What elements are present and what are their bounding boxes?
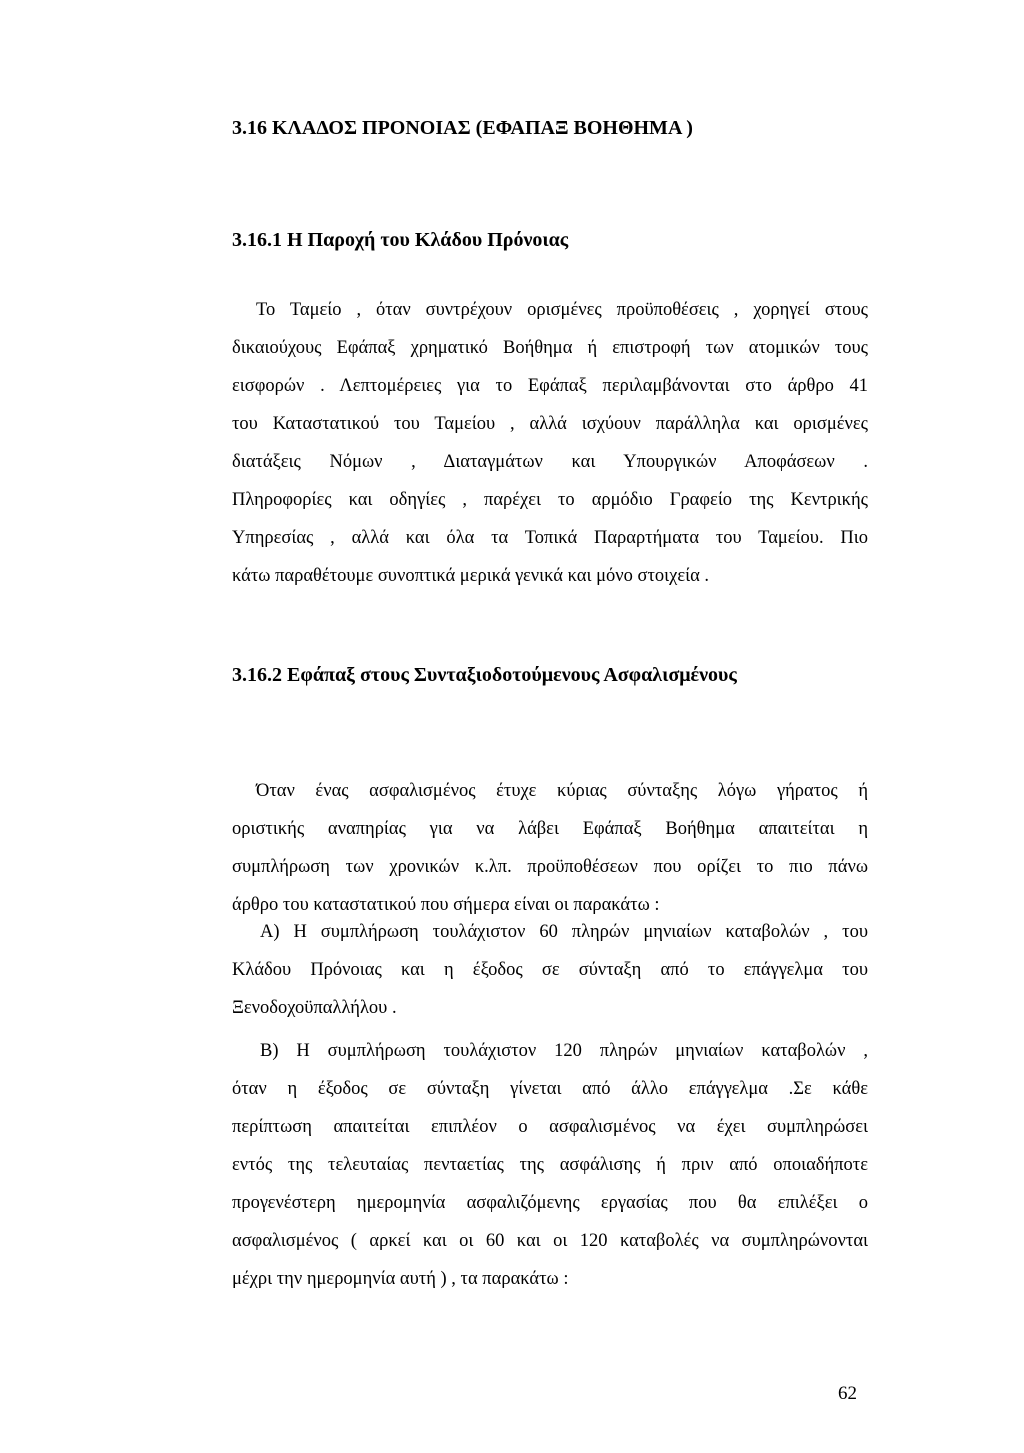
paragraph-line: συμπλήρωση των χρονικών κ.λπ. προϋποθέσεων που ορίζει το πιο πάνω	[232, 857, 868, 877]
page-number: 62	[838, 1383, 857, 1404]
paragraph-line: διατάξεις Νόμων , Διαταγμάτων και Υπουργικών Αποφάσεων .	[232, 452, 868, 472]
paragraph-line: προγενέστερη ημερομηνία ασφαλιζόμενης εργασίας που θα επιλέξει ο	[232, 1193, 868, 1213]
paragraph-line: άρθρο του καταστατικού που σήμερα είναι οι παρακάτω :	[232, 895, 660, 915]
paragraph-line: Ξενοδοχοϋπαλλήλου .	[232, 998, 397, 1018]
paragraph-line: εισφορών . Λεπτομέρειες για το Εφάπαξ περιλαμβάνονται στο άρθρο 41	[232, 376, 868, 396]
paragraph-line: ασφαλισμένος ( αρκεί και οι 60 και οι 120 καταβολές να συμπληρώνονται	[232, 1231, 868, 1251]
paragraph-line: του Καταστατικού του Ταμείου , αλλά ισχύουν παράλληλα και ορισμένες	[232, 414, 868, 434]
paragraph-line: δικαιούχους Εφάπαξ χρηματικό Βοήθημα ή επιστροφή των ατομικών τους	[232, 338, 868, 358]
paragraph-pensioners	[232, 772, 868, 924]
paragraph-line: κάτω παραθέτουμε συνοπτικά μερικά γενικά και μόνο στοιχεία .	[232, 566, 710, 586]
paragraph-line: οριστικής αναπηρίας για να λάβει Εφάπαξ Βοήθημα απαιτείται η	[232, 819, 868, 839]
paragraph-line: Υπηρεσίας , αλλά και όλα τα Τοπικά Παραρτήματα του Ταμείου. Πιο	[232, 528, 868, 548]
paragraph-line: μέχρι την ημερομηνία αυτή ) , τα παρακάτω :	[232, 1269, 569, 1289]
paragraph-line: περίπτωση απαιτείται επιπλέον ο ασφαλισμένος να έχει συμπληρώσει	[232, 1117, 868, 1137]
paragraph-line: Όταν ένας ασφαλισμένος έτυχε κύριας σύνταξης λόγω γήρατος ή	[256, 781, 868, 801]
subsection-heading-2: 3.16.2 Εφάπαξ στους Συνταξιοδοτούμενους Ασφαλισμένους	[232, 664, 737, 686]
paragraph-provision-fund	[232, 291, 868, 595]
section-heading: 3.16 ΚΛΑΔΟΣ ΠΡΟΝΟΙΑΣ (ΕΦΑΠΑΞ ΒΟΗΘΗΜΑ )	[232, 117, 693, 139]
paragraph-condition-a	[232, 913, 868, 1027]
paragraph-line: Πληροφορίες και οδηγίες , παρέχει το αρμόδιο Γραφείο της Κεντρικής	[232, 490, 868, 510]
paragraph-line: όταν η έξοδος σε σύνταξη γίνεται από άλλο επάγγελμα .Σε κάθε	[232, 1079, 868, 1099]
paragraph-line: Α) Η συμπλήρωση τουλάχιστον 60 πληρών μηνιαίων καταβολών , του	[260, 922, 868, 942]
subsection-heading-1: 3.16.1 Η Παροχή του Κλάδου Πρόνοιας	[232, 229, 569, 251]
paragraph-line: εντός της τελευταίας πενταετίας της ασφάλισης ή πριν από οποιαδήποτε	[232, 1155, 868, 1175]
paragraph-line: Κλάδου Πρόνοιας και η έξοδος σε σύνταξη από το επάγγελμα του	[232, 960, 868, 980]
paragraph-line: Β) Η συμπλήρωση τουλάχιστον 120 πληρών μηνιαίων καταβολών ,	[260, 1041, 868, 1061]
paragraph-line: Το Ταμείο , όταν συντρέχουν ορισμένες προϋποθέσεις , χορηγεί στους	[256, 300, 868, 320]
paragraph-condition-b	[232, 1032, 868, 1298]
